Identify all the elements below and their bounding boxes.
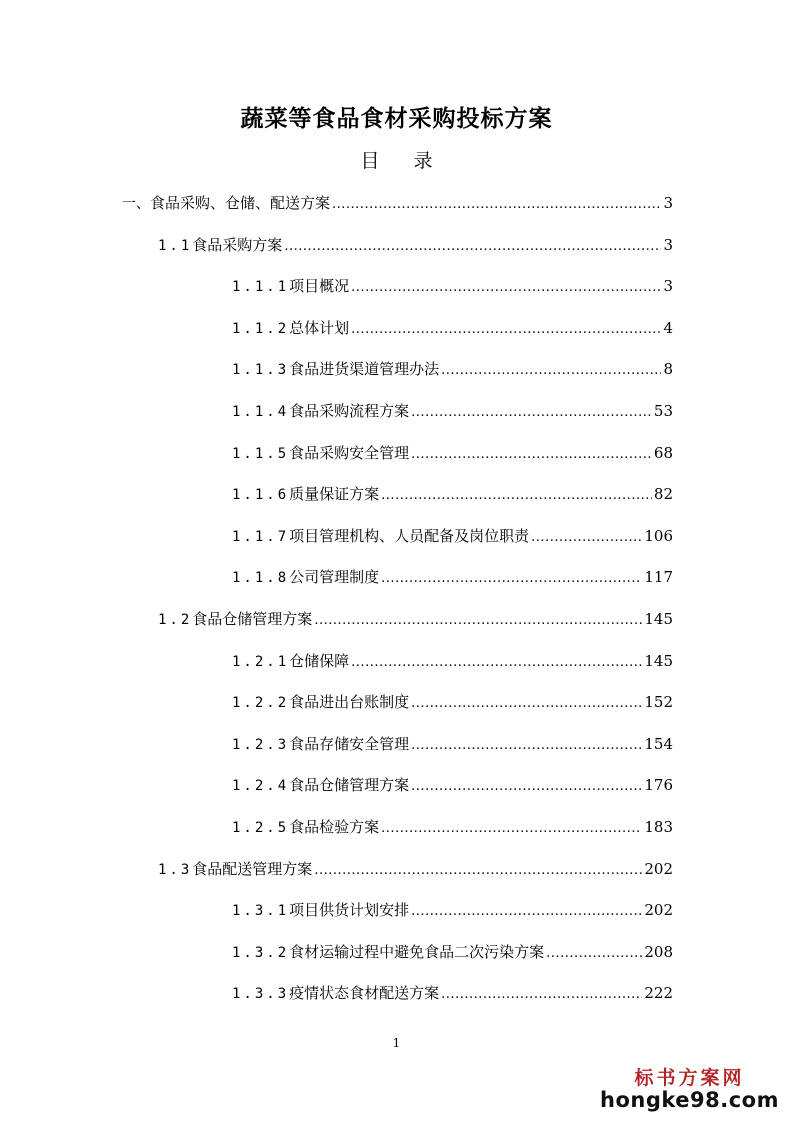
toc-entry[interactable] [232,982,673,1004]
toc-entry-title: 食品仓储管理方案 [192,610,313,628]
toc-entry-number: 1.1.3 [232,362,290,379]
toc-entry-page: 154 [644,734,673,753]
toc-entry-number: 1.1.7 [232,528,290,545]
toc-entry-title: 食品采购、仓储、配送方案 [150,194,331,212]
toc-leader-dots [332,194,661,216]
toc-leader-dots [411,693,642,715]
toc-entry-number: 1.1 [158,237,193,254]
toc-entry-page: 8 [663,360,673,379]
toc-entry-title: 总体计划 [289,318,350,337]
toc-entry[interactable] [232,275,673,297]
toc-leader-dots [546,943,642,965]
toc-heading: 目 录 [360,150,447,172]
toc-leader-dots [441,984,642,1006]
toc-entry-page: 222 [644,984,673,1003]
toc-leader-dots [381,568,642,590]
toc-leader-dots [411,735,642,757]
toc-entry-title: 仓储保障 [289,651,350,670]
toc-entry-title: 食品采购流程方案 [289,402,410,420]
toc-entry-page: 183 [644,818,673,836]
toc-entry-page: 53 [653,402,673,420]
toc-entry[interactable] [122,192,673,214]
toc-leader-dots [531,527,642,549]
toc-leader-dots [411,776,642,798]
toc-entry-number: 1.2.2 [232,695,290,712]
toc-entry-page: 106 [644,526,673,545]
toc-entry-number: 1.1.2 [232,320,290,337]
toc-entry[interactable] [232,317,673,339]
toc-entry[interactable] [232,483,673,505]
toc-leader-dots [351,277,661,299]
watermark-url: hongke98.com [600,1088,779,1112]
toc-leader-dots [351,652,642,674]
toc-entry-title: 公司管理制度 [289,568,380,587]
toc-entry-page: 3 [663,194,673,212]
toc-entry-page: 176 [644,776,673,795]
toc-entry[interactable] [232,691,673,713]
toc-entry-page: 145 [644,610,673,628]
toc-entry-number: 1.2.4 [232,778,290,795]
toc-entry-page: 145 [644,651,673,670]
toc-entry-page: 68 [653,443,673,462]
toc-entry[interactable] [232,733,673,755]
toc-entry[interactable] [232,941,673,963]
toc-entry-number: 1.1.4 [232,404,290,420]
toc-entry-title: 食品检验方案 [289,818,380,836]
toc-entry-title: 食品配送管理方案 [192,859,313,878]
toc-entry-page: 152 [644,693,673,712]
page-number: 1 [392,1036,401,1050]
toc-entry-number: 1.1.1 [232,279,290,296]
toc-entry[interactable] [158,608,673,630]
toc-entry-title: 项目供货计划安排 [289,901,410,920]
toc-entry-number: 1.3.2 [232,944,290,961]
toc-entry-number: 1.2.3 [232,736,290,753]
toc-entry-number: 1.2.5 [232,820,290,836]
toc-entry-number: 1.3.3 [232,986,290,1003]
toc-entry-number: 1.3 [158,861,193,878]
toc-entry-title: 食品仓储管理方案 [289,776,410,795]
watermark-brand: 标书方案网 [634,1067,745,1089]
toc-entry[interactable] [232,899,673,921]
toc-entry-title: 疫情状态食材配送方案 [289,984,440,1003]
toc-entry-title: 食品存储安全管理 [289,734,410,753]
toc-entry-page: 4 [663,318,673,337]
toc-entry-title: 食品进出台账制度 [289,693,410,712]
toc-leader-dots [411,901,642,923]
toc-entry[interactable] [232,816,673,838]
toc-leader-dots [314,610,642,632]
toc-entry-number: 一、 [122,196,150,212]
toc-entry[interactable] [232,358,673,380]
toc-entry-title: 质量保证方案 [289,485,380,504]
toc-entry[interactable] [158,234,673,256]
toc-entry-title: 食品进货渠道管理办法 [289,360,440,379]
toc-leader-dots [351,319,661,341]
watermark-logo [600,1063,779,1112]
toc-entry-number: 1.1.8 [232,570,290,587]
toc-leader-dots [381,485,652,507]
toc-entry[interactable] [232,442,673,464]
toc-entry[interactable] [232,566,673,588]
toc-leader-dots [314,860,642,882]
toc-leader-dots [284,236,661,258]
toc-entry-page: 202 [644,901,673,920]
toc-leader-dots [441,360,661,382]
toc-entry-title: 项目管理机构、人员配备及岗位职责 [289,526,530,545]
toc-entry[interactable] [232,400,673,422]
toc-leader-dots [411,402,652,424]
toc-entry-page: 3 [663,235,673,254]
toc-entry-page: 117 [644,568,673,587]
toc-entry[interactable] [158,858,673,880]
toc-entry-number: 1.1.5 [232,445,290,462]
toc-entry-title: 食品采购安全管理 [289,443,410,462]
toc-entry-page: 208 [644,942,673,961]
toc-entry[interactable] [232,525,673,547]
toc-entry[interactable] [232,650,673,672]
toc-entry-number: 1.2.1 [232,653,290,670]
toc-entry-page: 3 [663,277,673,296]
toc-entry-number: 1.3.1 [232,903,290,920]
toc-entry-page: 202 [644,859,673,878]
toc-entry-title: 食材运输过程中避免食品二次污染方案 [289,942,545,961]
toc-entry-page: 82 [653,485,673,504]
toc-leader-dots [411,444,652,466]
toc-entry-number: 1.1.6 [232,487,290,504]
document-title: 蔬菜等食品食材采购投标方案 [240,105,553,132]
toc-entry-title: 食品采购方案 [192,235,283,254]
toc-entry-number: 1.2 [158,612,193,628]
toc-entry[interactable] [232,774,673,796]
toc-leader-dots [381,818,642,840]
toc-entry-title: 项目概况 [289,277,350,296]
